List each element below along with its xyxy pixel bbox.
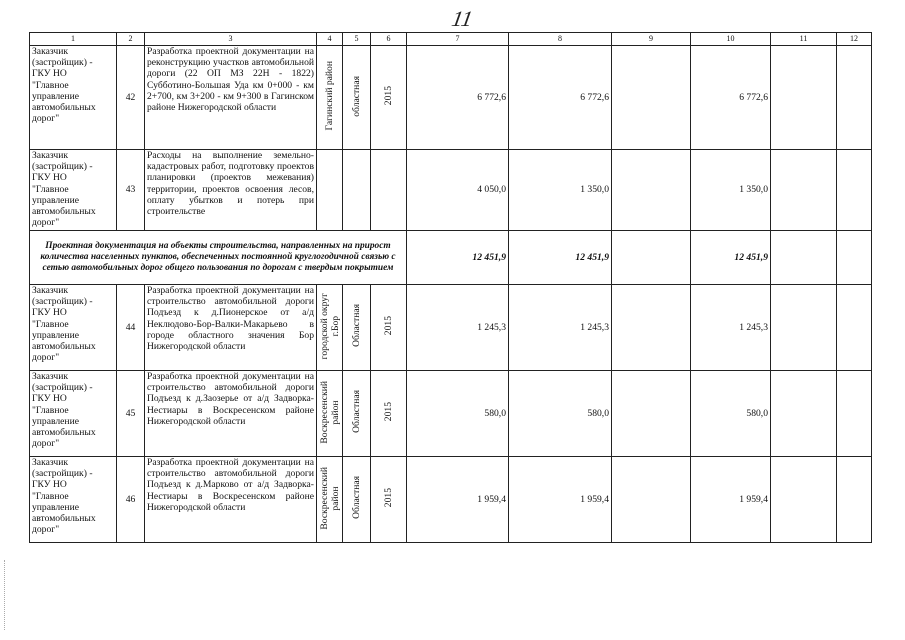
district-cell <box>317 150 343 231</box>
level-cell <box>343 150 371 231</box>
value-col12 <box>837 46 872 150</box>
col-header: 8 <box>509 33 612 46</box>
subtotal-row <box>30 231 872 285</box>
table-row <box>30 46 872 150</box>
subtotal-col12 <box>837 231 872 285</box>
value-col9 <box>612 457 691 543</box>
year-cell <box>371 371 407 457</box>
value-col11 <box>771 46 837 150</box>
col-header: 1 <box>30 33 117 46</box>
value-col10: 1 350,0 <box>691 150 771 231</box>
subtotal-col9 <box>612 231 691 285</box>
customer-cell: Заказчик (застройщик) - ГКУ НО "Главное управление автомобильных дорог" <box>30 457 117 543</box>
table-row <box>30 371 872 457</box>
year-text: 2015 <box>383 402 394 422</box>
year-cell <box>371 150 407 231</box>
level-cell <box>343 46 371 150</box>
subtotal-col11 <box>771 231 837 285</box>
district-cell <box>317 285 343 371</box>
col-header: 9 <box>612 33 691 46</box>
year-cell <box>371 285 407 371</box>
row-number: 43 <box>117 150 145 231</box>
value-col7: 4 050,0 <box>407 150 509 231</box>
table-row <box>30 285 872 371</box>
row-number: 46 <box>117 457 145 543</box>
col-header: 6 <box>371 33 407 46</box>
district-text: Воскресенский район <box>318 380 341 444</box>
col-header: 3 <box>145 33 317 46</box>
customer-cell: Заказчик (застройщик) - ГКУ НО "Главное управление автомобильных дорог" <box>30 285 117 371</box>
year-text: 2015 <box>383 488 394 508</box>
description-cell: Разработка проектной документации на реконструкцию участков автомобильной дороги (22 ОП МЗ 22Н - 1822) Субботино-Большая Уда км 0+000 - км 2+700, км 3+200 - км 9+300 в Гагинском районе Нижегородской области <box>145 46 317 150</box>
year-text: 2015 <box>383 316 394 336</box>
subtotal-label: Проектная документация на объекты строительства, направленных на прирост количества населенных пунктов, обеспеченных постоянной круглогодичной связью с сетью автомобильных дорог общего пользования по дорогам с твердым покрытием <box>30 231 407 285</box>
value-col9 <box>612 150 691 231</box>
level-text: Областная <box>351 390 362 434</box>
value-col9 <box>612 371 691 457</box>
district-cell <box>317 46 343 150</box>
page-number: 11 <box>449 6 475 31</box>
value-col8: 1 350,0 <box>509 150 612 231</box>
col-header: 4 <box>317 33 343 46</box>
table-row <box>30 457 872 543</box>
col-header: 12 <box>837 33 872 46</box>
value-col11 <box>771 457 837 543</box>
customer-cell: Заказчик (застройщик) - ГКУ НО "Главное управление автомобильных дорог" <box>30 371 117 457</box>
value-col10: 6 772,6 <box>691 46 771 150</box>
col-header: 2 <box>117 33 145 46</box>
value-col10: 1 959,4 <box>691 457 771 543</box>
value-col8: 6 772,6 <box>509 46 612 150</box>
row-number: 44 <box>117 285 145 371</box>
value-col10: 1 245,3 <box>691 285 771 371</box>
row-number: 45 <box>117 371 145 457</box>
col-header: 5 <box>343 33 371 46</box>
col-header: 7 <box>407 33 509 46</box>
investment-table <box>29 32 872 543</box>
value-col12 <box>837 457 872 543</box>
row-number: 42 <box>117 46 145 150</box>
level-text: областная <box>351 75 362 117</box>
description-cell: Расходы на выполнение земельно-кадастровых работ, подготовку проектов планировки (проектов межевания) территории, проектов освоения лесов, оплату убытков и потерь при строительстве <box>145 150 317 231</box>
year-cell <box>371 457 407 543</box>
column-number-row <box>30 33 872 46</box>
customer-cell: Заказчик (застройщик) - ГКУ НО "Главное управление автомобильных дорог" <box>30 46 117 150</box>
value-col12 <box>837 150 872 231</box>
district-text: городской округ г.Бор <box>318 292 341 360</box>
district-cell <box>317 371 343 457</box>
value-col8: 1 959,4 <box>509 457 612 543</box>
description-cell: Разработка проектной документации на строительство автомобильной дороги Подъезд к д.Пионерское от а/д Неклюдово-Бор-Валки-Макарьево в городе областного значения Бор Нижегородской области <box>145 285 317 371</box>
subtotal-col10: 12 451,9 <box>691 231 771 285</box>
district-cell <box>317 457 343 543</box>
year-text: 2015 <box>383 86 394 106</box>
year-cell <box>371 46 407 150</box>
level-cell <box>343 285 371 371</box>
value-col7: 1 959,4 <box>407 457 509 543</box>
scan-edge-marks <box>4 560 6 630</box>
value-col12 <box>837 285 872 371</box>
description-cell: Разработка проектной документации на строительство автомобильной дороги Подъезд к д.Марково от а/д Задворка-Нестиары в Воскресенском районе Нижегородской области <box>145 457 317 543</box>
level-text: Областная <box>351 476 362 520</box>
subtotal-col8: 12 451,9 <box>509 231 612 285</box>
value-col9 <box>612 46 691 150</box>
value-col10: 580,0 <box>691 371 771 457</box>
table-row <box>30 150 872 231</box>
district-text: Воскресенский район <box>318 466 341 530</box>
customer-cell: Заказчик (застройщик) - ГКУ НО "Главное управление автомобильных дорог" <box>30 150 117 231</box>
value-col7: 1 245,3 <box>407 285 509 371</box>
col-header: 10 <box>691 33 771 46</box>
col-header: 11 <box>771 33 837 46</box>
value-col11 <box>771 371 837 457</box>
level-text: Областная <box>351 304 362 348</box>
level-cell <box>343 457 371 543</box>
value-col11 <box>771 285 837 371</box>
level-cell <box>343 371 371 457</box>
value-col11 <box>771 150 837 231</box>
value-col9 <box>612 285 691 371</box>
value-col8: 1 245,3 <box>509 285 612 371</box>
value-col7: 580,0 <box>407 371 509 457</box>
district-text: Гагинский район <box>324 61 335 131</box>
value-col8: 580,0 <box>509 371 612 457</box>
description-cell: Разработка проектной документации на строительство автомобильной дороги Подъезд к д.Заозерье от а/д Задворка-Нестиары в Воскресенском районе Нижегородской области <box>145 371 317 457</box>
value-col7: 6 772,6 <box>407 46 509 150</box>
value-col12 <box>837 371 872 457</box>
subtotal-col7: 12 451,9 <box>407 231 509 285</box>
